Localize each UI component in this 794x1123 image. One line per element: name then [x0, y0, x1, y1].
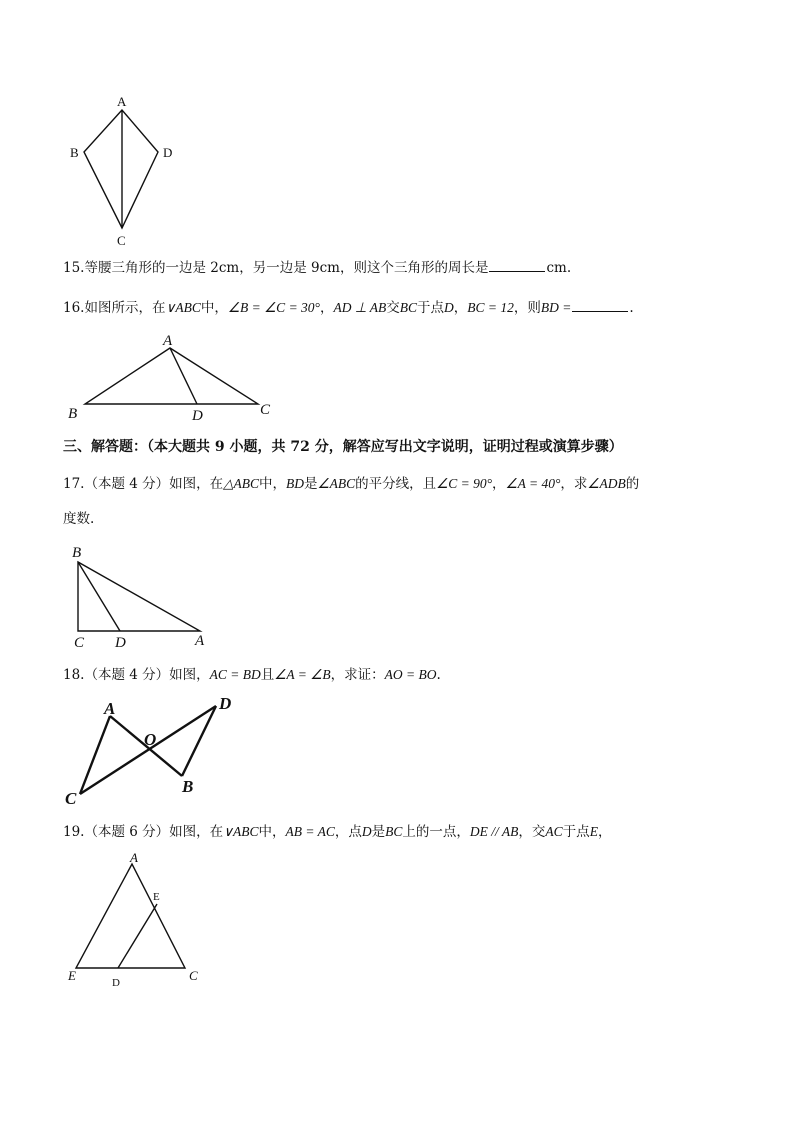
fig16-label-a: A: [163, 333, 173, 349]
fig14-label-c: C: [117, 233, 126, 248]
fig16-label-c: C: [260, 402, 271, 418]
fig17-label-b: B: [72, 545, 82, 561]
question-17: 17.（本题 4 分）如图，在△ABC中，BD是∠ABC的平分线，且∠C = 90°，∠A = 40°，求∠ADB的: [63, 476, 640, 492]
question-19: 19.（本题 6 分）如图，在∨ABC中，AB = AC，点D是BC上的一点，DE // AB，交AC于点E，: [63, 824, 612, 840]
question-15: 15.等腰三角形的一边是 2cm，另一边是 9cm，则这个三角形的周长是 cm.: [63, 260, 572, 276]
fig18-label-d: D: [219, 694, 232, 713]
fig17-label-d: D: [115, 635, 126, 651]
fig17-label-a: A: [195, 633, 205, 649]
fig14-label-a: A: [117, 94, 127, 109]
fig19-label-e-top: E: [153, 891, 160, 903]
fig18-label-b: B: [182, 777, 194, 796]
kite-outline: [84, 110, 158, 228]
figure-q14-kite: [60, 90, 190, 250]
figure-q17-right-triangle: [62, 540, 222, 652]
fig19-label-e-left: E: [68, 968, 76, 983]
fig17-label-c: C: [74, 635, 85, 651]
figure-q16-triangle: [60, 330, 290, 425]
fig14-label-b: B: [70, 145, 79, 160]
fig18-label-o: O: [144, 730, 157, 749]
segment-bd: [78, 562, 120, 631]
section-3-heading: 三、解答题：（本大题共 9 小题，共 72 分，解答应写出文字说明，证明过程或演算步骤）: [63, 439, 623, 455]
question-16: 16.如图所示，在∨ABC中，∠B = ∠C = 30°，AD ⊥ AB交BC于点D，BC = 12，则BD = .: [63, 300, 634, 316]
fig19-label-d: D: [112, 977, 120, 989]
question-17-line-2: 度数.: [63, 511, 95, 527]
fig19-label-a: A: [130, 850, 138, 865]
segment-ac: [80, 716, 110, 794]
fig16-label-d: D: [192, 408, 203, 424]
triangle-abc: [76, 864, 185, 968]
q15-answer-blank[interactable]: [489, 259, 545, 272]
fig18-label-a: A: [104, 699, 116, 718]
fig14-label-d: D: [163, 145, 173, 160]
figure-q18-bowtie: [62, 692, 252, 812]
figure-q19-triangle: [62, 848, 212, 993]
question-18: 18.（本题 4 分）如图，AC = BD且∠A = ∠B，求证：AO = BO.: [63, 667, 441, 683]
q16-answer-blank[interactable]: [572, 299, 628, 312]
triangle-bca: [78, 562, 200, 631]
segment-de: [118, 904, 157, 968]
fig18-label-c: C: [65, 789, 77, 808]
triangle-abc: [85, 348, 258, 404]
fig19-label-c: C: [189, 968, 198, 983]
fig16-label-b: B: [68, 406, 78, 422]
